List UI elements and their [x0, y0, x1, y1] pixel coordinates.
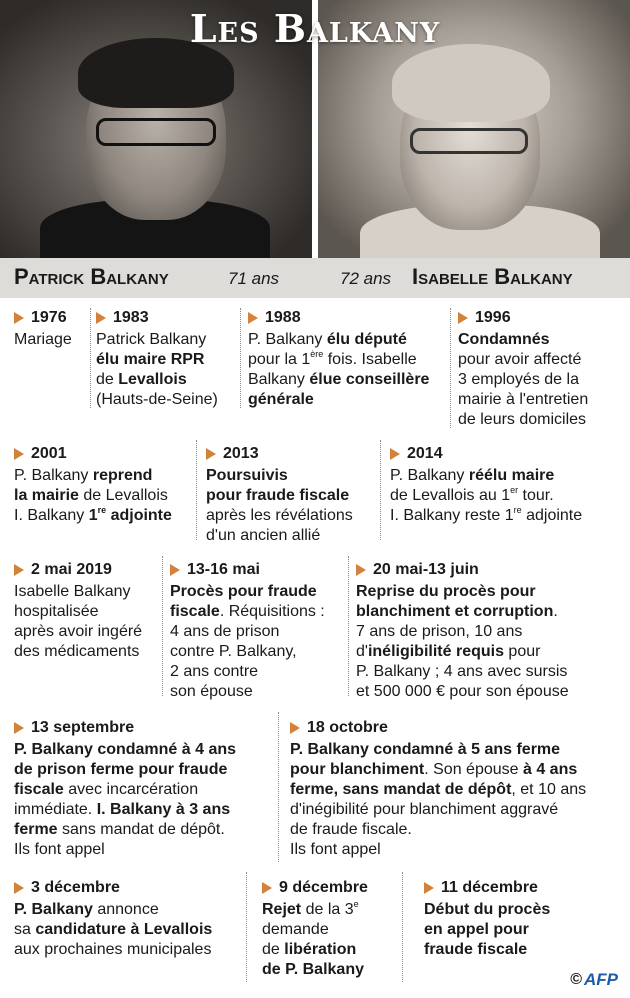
separator — [90, 308, 91, 408]
event-text: de Levallois — [78, 487, 168, 504]
event-line — [290, 800, 624, 820]
event-text: reprend — [92, 467, 153, 484]
event-text: contre P. Balkany, — [170, 643, 297, 660]
event-date — [170, 560, 346, 580]
event-text: sa — [14, 921, 36, 938]
event-text: Ils font appel — [290, 841, 381, 858]
event-line — [458, 390, 624, 410]
event-text: P. Balkany ; 4 ans avec sursis — [356, 663, 568, 680]
event-description — [14, 900, 244, 960]
event-text: générale — [248, 391, 314, 408]
event-date — [458, 308, 624, 328]
event-text: mairie à l'entretien — [458, 391, 589, 408]
event-line — [262, 960, 400, 980]
event-text: son épouse — [170, 683, 253, 700]
event-description — [262, 900, 400, 980]
event-text: réélu maire — [468, 467, 555, 484]
event-line — [290, 760, 624, 780]
event-text: (Hauts-de-Seine) — [96, 391, 218, 408]
event-text: ferme, sans mandat de dépôt — [290, 781, 512, 798]
separator — [402, 872, 403, 982]
event-text: après les révélations — [206, 507, 353, 524]
page-title: Les Balkany — [189, 6, 441, 51]
event-3-decembre — [14, 878, 244, 960]
event-line — [14, 642, 160, 662]
event-line — [356, 602, 626, 622]
event-13-septembre — [14, 718, 276, 860]
event-date — [248, 308, 448, 328]
event-text: libération — [284, 941, 357, 958]
event-date — [14, 308, 88, 328]
event-date-text: 1988 — [265, 309, 301, 326]
event-text: après avoir ingéré — [14, 623, 143, 640]
event-text: d'inégibilité pour blanchiment aggravé — [290, 801, 559, 818]
event-date-text: 2 mai 2019 — [31, 561, 112, 578]
event-11-decembre — [424, 878, 584, 960]
event-text: fiscale — [170, 603, 220, 620]
triangle-bullet-icon — [14, 448, 24, 460]
event-line — [262, 900, 400, 920]
event-line — [14, 486, 194, 506]
event-text: P. Balkany — [248, 331, 327, 348]
event-line — [356, 682, 626, 702]
event-text: Ils font appel — [14, 841, 105, 858]
event-text: pour fraude fiscale — [206, 487, 350, 504]
event-text: . Réquisitions : — [219, 603, 325, 620]
event-line — [390, 506, 626, 526]
event-line — [206, 486, 378, 506]
event-line — [290, 820, 624, 840]
event-line — [170, 602, 346, 622]
event-line — [290, 740, 624, 760]
event-line — [170, 662, 346, 682]
event-line — [290, 840, 624, 860]
event-text: Balkany — [248, 371, 310, 388]
event-date — [96, 308, 236, 328]
event-text: Isabelle Balkany — [14, 583, 131, 600]
event-2014 — [390, 444, 626, 526]
event-1996 — [458, 308, 624, 430]
event-text: 1 — [88, 507, 98, 524]
triangle-bullet-icon — [14, 312, 24, 324]
event-description — [206, 466, 378, 546]
triangle-bullet-icon — [390, 448, 400, 460]
event-text: annonce — [92, 901, 159, 918]
triangle-bullet-icon — [206, 448, 216, 460]
event-text: adjointe — [106, 507, 172, 524]
patrick-glasses — [96, 118, 216, 146]
event-text: de Levallois au 1 — [390, 487, 511, 504]
isabelle-glasses — [410, 128, 528, 154]
event-text: tour. — [518, 487, 554, 504]
event-text: ferme — [14, 821, 58, 838]
event-date-text: 18 octobre — [307, 719, 388, 736]
event-text: Levallois — [118, 371, 187, 388]
separator — [162, 556, 163, 696]
event-text: blanchiment et corruption — [356, 603, 554, 620]
event-description — [14, 582, 160, 662]
event-date-text: 2013 — [223, 445, 259, 462]
event-text: . — [553, 603, 558, 620]
event-line — [96, 390, 236, 410]
event-text: immédiate. — [14, 801, 97, 818]
event-date-text: 2014 — [407, 445, 443, 462]
event-line — [14, 800, 276, 820]
triangle-bullet-icon — [248, 312, 258, 324]
event-text: sans mandat de dépôt. — [57, 821, 225, 838]
event-date-text: 13-16 mai — [187, 561, 260, 578]
event-text: Poursuivis — [206, 467, 288, 484]
event-line — [14, 466, 194, 486]
event-line — [424, 900, 584, 920]
event-line — [390, 466, 626, 486]
event-line — [96, 330, 236, 350]
separator — [278, 712, 279, 862]
event-line — [170, 582, 346, 602]
separator — [450, 308, 451, 428]
afp-logo: AFP — [584, 970, 618, 989]
event-text: re — [513, 505, 522, 515]
event-text: e — [353, 899, 359, 909]
event-1983 — [96, 308, 236, 410]
event-description — [14, 330, 88, 350]
event-text: 2 ans contre — [170, 663, 259, 680]
event-text: des médicaments — [14, 643, 140, 660]
event-2-mai-2019 — [14, 560, 160, 662]
event-line — [14, 900, 244, 920]
event-text: fraude fiscale — [424, 941, 528, 958]
triangle-bullet-icon — [170, 564, 180, 576]
event-line — [14, 582, 160, 602]
event-line — [248, 330, 448, 350]
event-line — [170, 682, 346, 702]
left-person-age: 71 ans — [228, 269, 280, 288]
event-line — [248, 390, 448, 410]
event-text: aux prochaines municipales — [14, 941, 212, 958]
event-date — [206, 444, 378, 464]
event-line — [206, 526, 378, 546]
event-text: pour blanchiment — [290, 761, 425, 778]
event-text: et 500 000 € pour son épouse — [356, 683, 569, 700]
event-text: re — [97, 505, 107, 515]
event-text: P. Balkany — [14, 901, 93, 918]
event-line — [262, 940, 400, 960]
event-text: de prison ferme pour fraude — [14, 761, 228, 778]
event-text: de fraude fiscale. — [290, 821, 412, 838]
separator — [246, 872, 247, 982]
event-line — [96, 350, 236, 370]
event-text: P. Balkany condamné à 4 ans — [14, 741, 237, 758]
event-description — [248, 330, 448, 410]
copyright-symbol: © — [570, 971, 582, 988]
event-text: de — [262, 941, 285, 958]
event-text: er — [510, 485, 519, 495]
event-text: adjointe — [521, 507, 583, 524]
event-line — [356, 582, 626, 602]
event-description — [96, 330, 236, 410]
event-text: à 4 ans — [522, 761, 578, 778]
event-text: la mairie — [14, 487, 79, 504]
event-line — [206, 506, 378, 526]
event-date-text: 11 décembre — [441, 879, 538, 896]
triangle-bullet-icon — [356, 564, 366, 576]
event-line — [424, 920, 584, 940]
header-photos — [0, 0, 630, 258]
event-date — [424, 878, 584, 898]
event-text: élue conseillère — [309, 371, 430, 388]
event-text: d' — [356, 643, 368, 660]
event-date-text: 1976 — [31, 309, 67, 326]
event-line — [458, 350, 624, 370]
event-line — [424, 940, 584, 960]
separator — [348, 556, 349, 696]
event-text: pour avoir affecté — [458, 351, 582, 368]
event-line — [248, 350, 448, 370]
event-20-mai-13-juin — [356, 560, 626, 702]
event-date — [14, 560, 160, 580]
event-line — [170, 622, 346, 642]
event-date-text: 1996 — [475, 309, 511, 326]
event-text: ère — [310, 349, 324, 359]
event-date-text: 2001 — [31, 445, 67, 462]
event-text: I. Balkany — [14, 507, 89, 524]
event-text: I. Balkany reste 1 — [390, 507, 514, 524]
event-text: Début du procès — [424, 901, 551, 918]
event-line — [458, 410, 624, 430]
event-description — [356, 582, 626, 702]
event-9-decembre — [262, 878, 400, 980]
event-2013 — [206, 444, 378, 546]
event-text: d'un ancien allié — [206, 527, 321, 544]
event-line — [356, 642, 626, 662]
event-text: hospitalisée — [14, 603, 99, 620]
triangle-bullet-icon — [14, 564, 24, 576]
event-line — [14, 740, 276, 760]
event-date — [356, 560, 626, 580]
event-date — [14, 444, 194, 464]
event-line — [458, 330, 624, 350]
event-text: Procès pour fraude — [170, 583, 317, 600]
event-line — [14, 602, 160, 622]
triangle-bullet-icon — [262, 882, 272, 894]
event-text: inéligibilité requis — [367, 643, 504, 660]
event-text: 7 ans de prison, 10 ans — [356, 623, 523, 640]
event-line — [14, 820, 276, 840]
event-line — [206, 466, 378, 486]
event-text: en appel pour — [424, 921, 529, 938]
event-date-text: 3 décembre — [31, 879, 120, 896]
event-13-16-mai — [170, 560, 346, 702]
event-text: Patrick Balkany — [96, 331, 207, 348]
event-text: fois. Isabelle — [323, 351, 417, 368]
event-date — [14, 878, 244, 898]
event-text: 3 employés de la — [458, 371, 579, 388]
event-description — [458, 330, 624, 430]
event-line — [248, 370, 448, 390]
event-line — [14, 840, 276, 860]
event-description — [390, 466, 626, 526]
event-text: de leurs domiciles — [458, 411, 587, 428]
event-line — [96, 370, 236, 390]
event-line — [14, 622, 160, 642]
event-text: avec incarcération — [63, 781, 199, 798]
event-line — [290, 780, 624, 800]
event-1976 — [14, 308, 88, 350]
event-text: Rejet — [262, 901, 302, 918]
event-text: de — [96, 371, 119, 388]
credit — [570, 970, 618, 990]
event-text: P. Balkany condamné à 5 ans ferme — [290, 741, 561, 758]
triangle-bullet-icon — [424, 882, 434, 894]
isabelle-hair — [392, 44, 550, 122]
event-line — [14, 780, 276, 800]
names-bar — [0, 258, 630, 298]
event-line — [170, 642, 346, 662]
event-text: . Son épouse — [424, 761, 523, 778]
event-date — [14, 718, 276, 738]
event-text: fiscale — [14, 781, 64, 798]
event-line — [458, 370, 624, 390]
event-line — [262, 920, 400, 940]
right-person-name: Isabelle Balkany — [412, 264, 573, 289]
event-description — [14, 466, 194, 526]
event-description — [424, 900, 584, 960]
event-18-octobre — [290, 718, 624, 860]
triangle-bullet-icon — [14, 882, 24, 894]
event-text: P. Balkany — [390, 467, 469, 484]
event-date — [290, 718, 624, 738]
event-1988 — [248, 308, 448, 410]
separator — [380, 440, 381, 540]
event-description — [290, 740, 624, 860]
event-text: élu député — [326, 331, 407, 348]
event-text: P. Balkany — [14, 467, 93, 484]
event-date-text: 13 septembre — [31, 719, 135, 736]
left-person-name: Patrick Balkany — [14, 264, 169, 289]
event-text: Mariage — [14, 331, 72, 348]
event-text: I. Balkany à 3 ans — [96, 801, 231, 818]
event-date — [390, 444, 626, 464]
triangle-bullet-icon — [96, 312, 106, 324]
event-text: demande — [262, 921, 329, 938]
event-text: pour — [503, 643, 541, 660]
event-date-text: 20 mai-13 juin — [373, 561, 479, 578]
event-text: 4 ans de prison — [170, 623, 280, 640]
event-line — [14, 506, 194, 526]
triangle-bullet-icon — [290, 722, 300, 734]
triangle-bullet-icon — [14, 722, 24, 734]
event-text: Reprise du procès pour — [356, 583, 536, 600]
event-text: Condamnés — [458, 331, 550, 348]
event-date-text: 9 décembre — [279, 879, 368, 896]
triangle-bullet-icon — [458, 312, 468, 324]
event-line — [390, 486, 626, 506]
event-text: pour la 1 — [248, 351, 311, 368]
event-text: , et 10 ans — [511, 781, 587, 798]
event-date — [262, 878, 400, 898]
event-text: candidature à Levallois — [35, 921, 213, 938]
separator — [240, 308, 241, 408]
event-line — [14, 940, 244, 960]
event-line — [14, 760, 276, 780]
event-line — [14, 920, 244, 940]
event-text: de la 3 — [301, 901, 354, 918]
event-text: de P. Balkany — [262, 961, 364, 978]
event-description — [14, 740, 276, 860]
event-description — [170, 582, 346, 702]
event-text: élu maire RPR — [96, 351, 205, 368]
event-2001 — [14, 444, 194, 526]
separator — [196, 440, 197, 540]
event-line — [14, 330, 88, 350]
event-line — [356, 662, 626, 682]
right-person-age: 72 ans — [340, 269, 392, 288]
event-line — [356, 622, 626, 642]
event-date-text: 1983 — [113, 309, 149, 326]
